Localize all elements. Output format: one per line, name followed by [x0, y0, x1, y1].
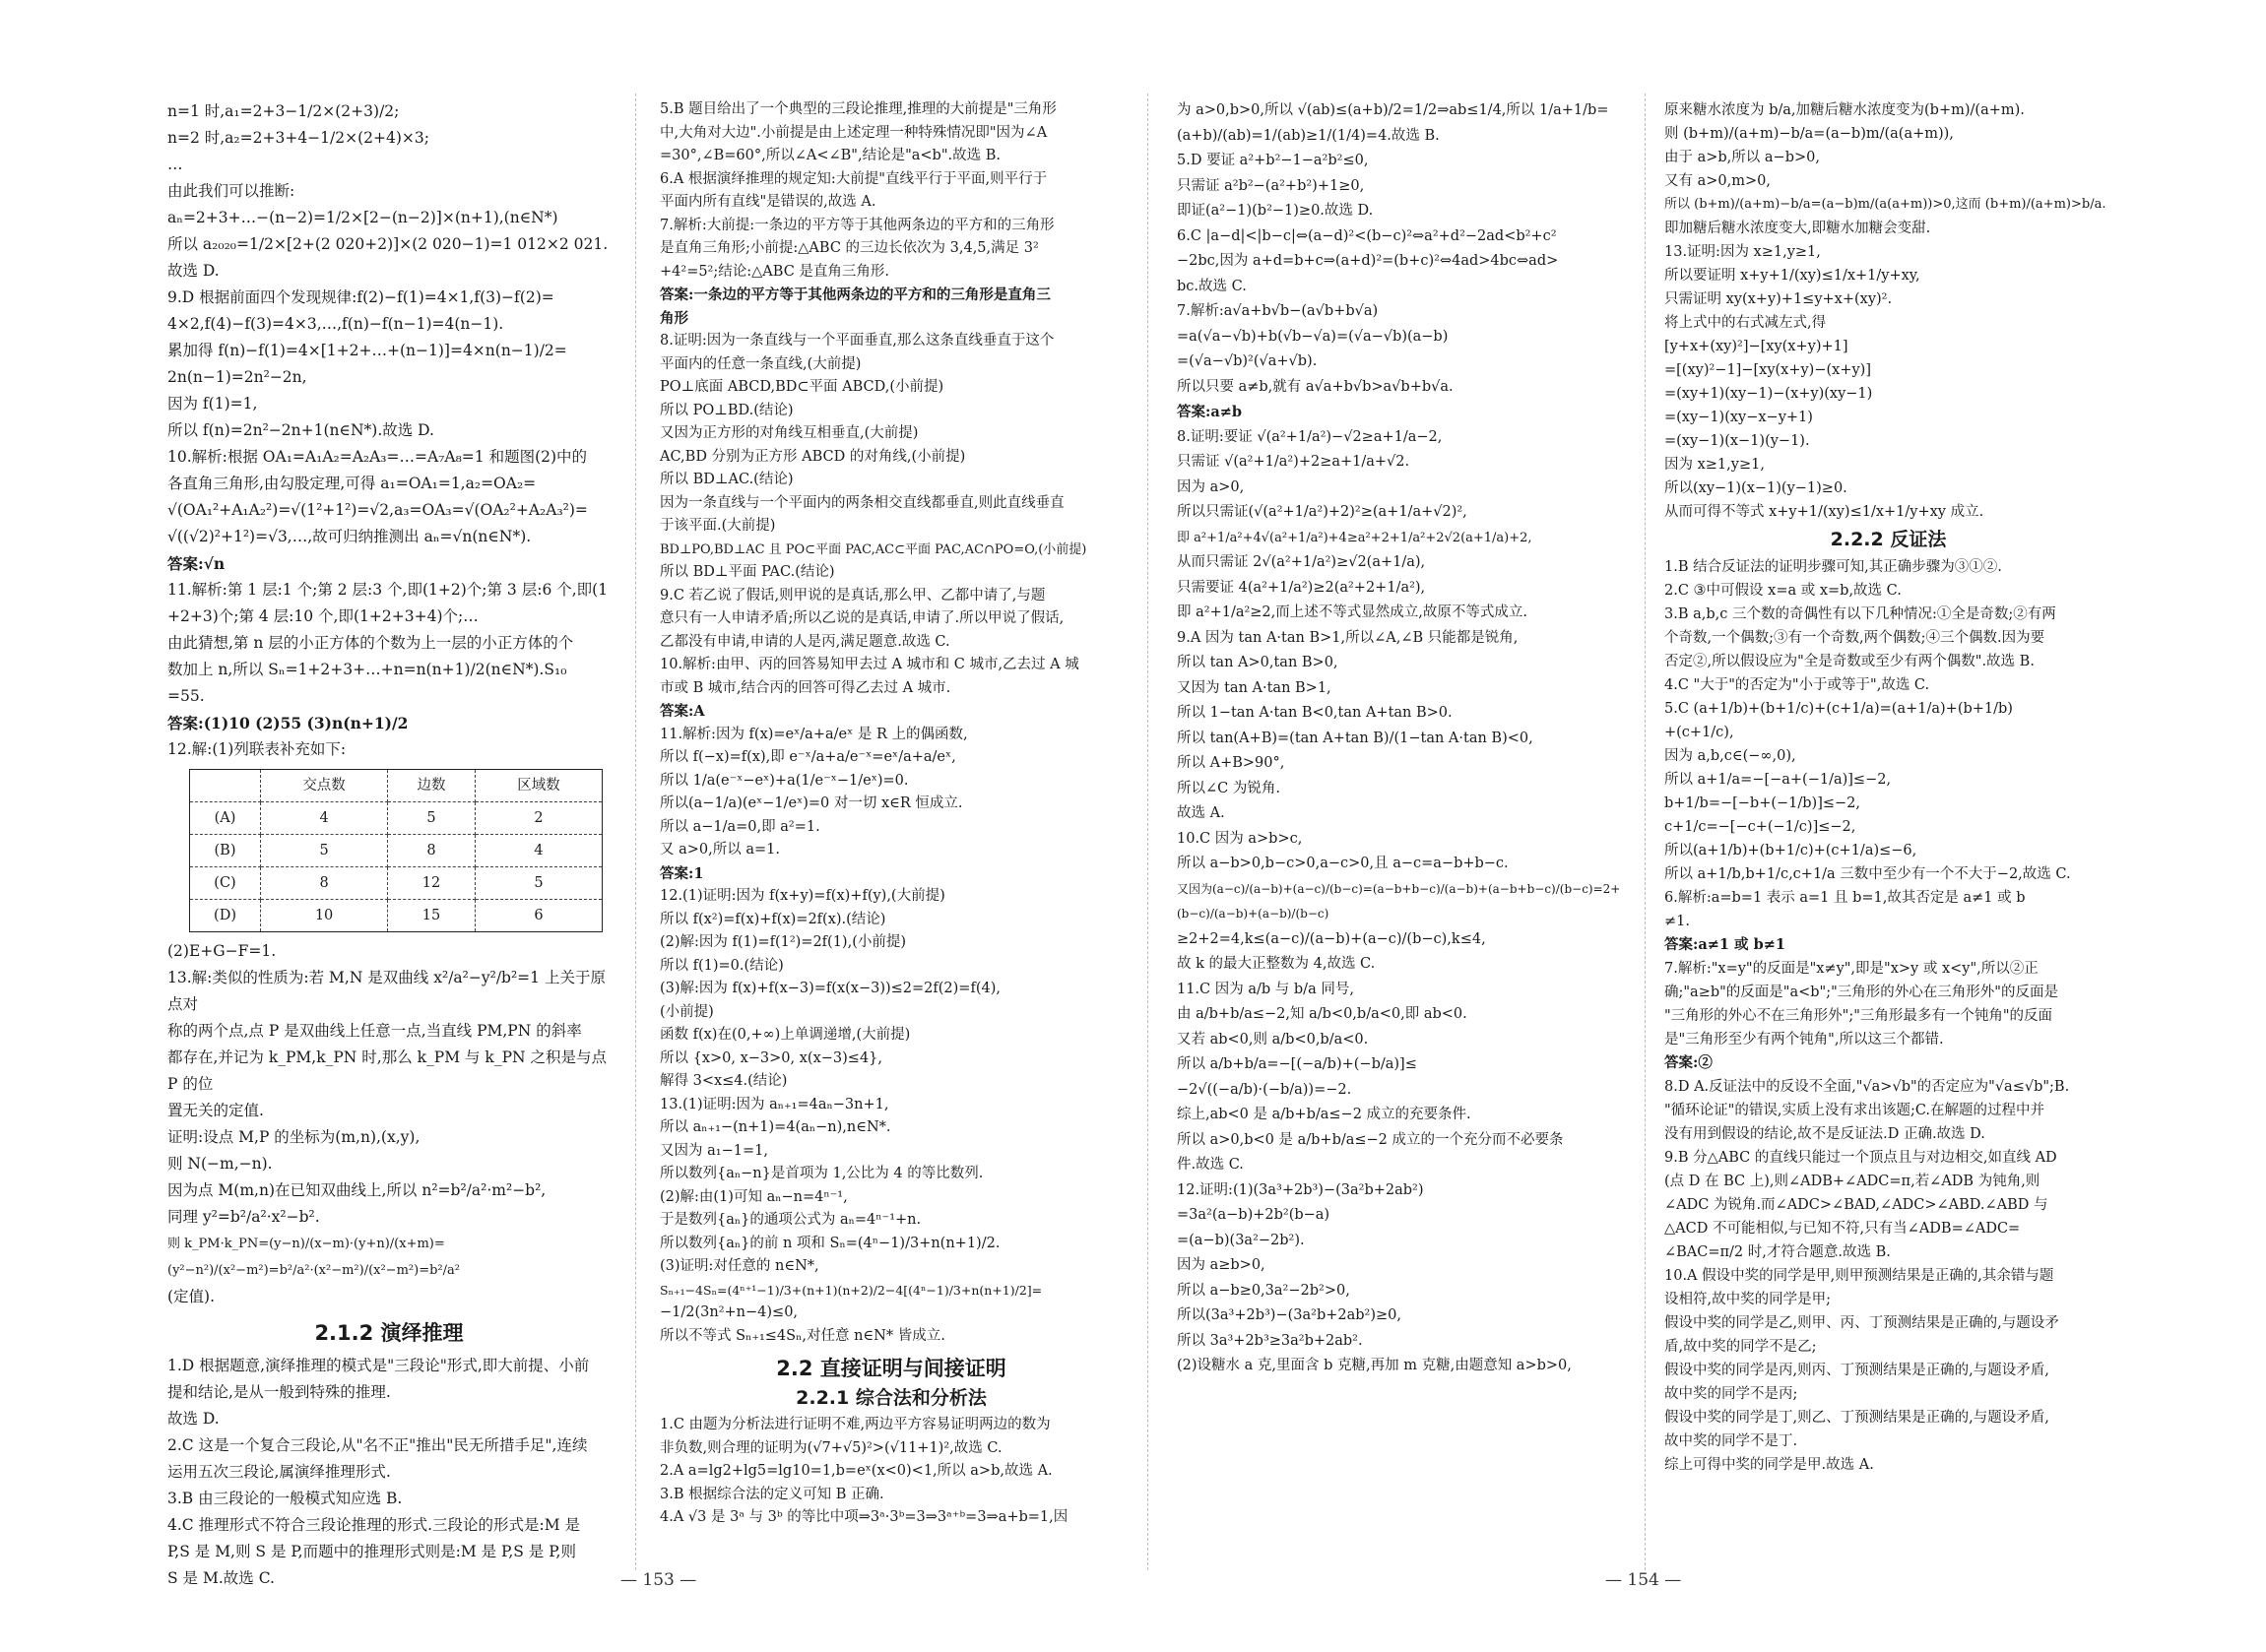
text-line: 6.A 根据演绎推理的规定知:大前提"直线平行于平面,则平行于	[660, 170, 1048, 187]
table-cell: 2	[475, 802, 602, 835]
text-line: 9.D 根据前面四个发现规律:f(2)−f(1)=4×1,f(3)−f(2)=	[167, 288, 554, 306]
text-line: 从而可得不等式 x+y+1/(xy)≤1/x+1/y+xy 成立.	[1664, 504, 1984, 520]
section-2-2-2-answers	[1664, 555, 2112, 1477]
text-line: 解得 3<x≤4.(结论)	[660, 1073, 788, 1089]
text-line: 又因为正方形的对角线互相垂直,(大前提)	[660, 425, 919, 441]
text-line: ∠BAC=π/2 时,才符合题意.故选 B.	[1664, 1244, 1891, 1260]
text-line: 1.B 结合反证法的证明步骤可知,其正确步骤为③①②.	[1664, 559, 2002, 575]
text-line: 10.A 假设中奖的同学是甲,则甲预测结果是正确的,其余错与题	[1664, 1268, 2054, 1284]
text-line: 10.解析:根据 OA₁=A₁A₂=A₂A₃=…=A₇A₈=1 和题图(2)中的	[167, 448, 588, 466]
text-line: 因为 f(1)=1,	[167, 395, 258, 413]
text-line: 同理 y²=b²/a²·x²−b².	[167, 1208, 320, 1226]
table-cell: 5	[475, 867, 602, 900]
text-line: 综上可得中奖的同学是甲.故选 A.	[1664, 1457, 1874, 1473]
section-2-1-2-answers	[167, 1353, 611, 1592]
text-line: (3)解:因为 f(x)+f(x−3)=f(x(x−3))≤2=2f(2)=f(4),	[660, 981, 1001, 996]
column-divider	[1645, 94, 1646, 1570]
text-line: =(xy−1)(xy−x−y+1)	[1664, 410, 1813, 425]
text-line: 所以 a+1/a=−[−a+(−1/a)]≤−2,	[1664, 772, 1892, 788]
table-cell: 4	[475, 835, 602, 867]
text-line: 所以 3a³+2b³≥3a²b+2ab².	[1177, 1332, 1363, 1349]
text-line: 数加上 n,所以 Sₙ=1+2+3+…+n=n(n+1)/2(n∈N*).S₁₀	[167, 661, 567, 678]
column-divider	[1147, 94, 1148, 1570]
text-line: 因为一条直线与一个平面内的两条相交直线都垂直,则此直线垂直	[660, 494, 1065, 511]
text-line: 则 (b+m)/(a+m)−b/a=(a−b)m/(a(a+m)),	[1664, 126, 1954, 142]
text-line: 4.C "大于"的否定为"小于或等于",故选 C.	[1664, 677, 1930, 693]
text-line: 8.证明:要证 √(a²+1/a²)−√2≥a+1/a−2,	[1177, 428, 1443, 445]
text-line: 只需证 √(a²+1/a²)+2≥a+1/a+√2.	[1177, 454, 1410, 470]
text-line: AC,BD 分别为正方形 ABCD 的对角线,(小前提)	[660, 448, 966, 465]
text-line: 故选 D.	[167, 1410, 220, 1428]
text-line: 12.证明:(1)(3a³+2b³)−(3a²b+2ab²)	[1177, 1181, 1424, 1198]
text-line: aₙ=2+3+…−(n−2)=1/2×[2−(n−2)]×(n+1),(n∈N*)	[167, 209, 558, 226]
table-cell: (D)	[190, 900, 261, 932]
column-4	[1664, 98, 2112, 1477]
text-line: 称的两个点,点 P 是双曲线上任意一点,当直线 PM,PN 的斜率	[167, 1022, 582, 1040]
text-line: 11.解析:第 1 层:1 个;第 2 层:3 个,即(1+2)个;第 3 层:6 个,即(1	[167, 581, 609, 599]
text-line: 4.A √3 是 3ᵃ 与 3ᵇ 的等比中项⇒3ᵃ·3ᵇ=3⇒3ᵃ⁺ᵇ=3⇒a+b=1,因	[660, 1509, 1068, 1525]
column-1	[167, 98, 611, 1592]
text-line: 所以 tan(A+B)=(tan A+tan B)/(1−tan A·tan B)<0,	[1177, 730, 1533, 746]
section-heading-2-2: 2.2 直接证明与间接证明	[776, 1357, 1006, 1380]
page-number-left: — 153 —	[620, 1570, 697, 1590]
text-line: 6.解析:a=b=1 表示 a=1 且 b=1,故其否定是 a≠1 或 b	[1664, 890, 2026, 906]
subsection-heading-2-2-2: 2.2.2 反证法	[1830, 529, 1947, 550]
text-line: 9.A 因为 tan A·tan B>1,所以∠A,∠B 只能都是锐角,	[1177, 629, 1519, 646]
answer-line: 答案:√n	[167, 554, 226, 573]
text-line: 于该平面.(大前提)	[660, 518, 776, 534]
text-line: 又因为 a₁−1=1,	[660, 1142, 768, 1159]
text-line: 由此我们可以推断:	[167, 182, 295, 200]
table-header: 区域数	[475, 770, 602, 802]
text-line: 都存在,并记为 k_PM,k_PN 时,那么 k_PM 与 k_PN 之积是与点 P 的位	[167, 1048, 607, 1093]
answer-10	[167, 444, 611, 577]
text-line: 即加糖后糖水浓度变大,即糖水加糖会变甜.	[1664, 221, 1931, 236]
answer-line: 答案:a≠b	[1177, 404, 1243, 420]
text-line: 中,大角对大边".小前提是由上述定理一种特殊情况即"因为∠A	[660, 124, 1048, 141]
text-line: √(OA₁²+A₁A₂²)=√(1²+1²)=√2,a₃=OA₃=√(OA₂²+A₂A₃²)=	[167, 501, 588, 519]
table-row	[190, 867, 603, 900]
text-line: 所以 a+1/b,b+1/c,c+1/a 三数中至少有一个不大于−2,故选 C.	[1664, 866, 2071, 882]
text-line: 12.解:(1)列联表补充如下:	[167, 740, 347, 758]
text-line: 综上,ab<0 是 a/b+b/a≤−2 成立的充要条件.	[1177, 1107, 1471, 1122]
text-line: 平面内的任意一条直线,(大前提)	[660, 355, 862, 372]
text-line: 故选 D.	[167, 262, 220, 280]
text-line: 所以 f(1)=0.(结论)	[660, 957, 784, 974]
text-line: 从而只需证 2√(a²+1/a²)≥√2(a+1/a),	[1177, 554, 1426, 570]
text-line: 乙都没有申请,申请的人是丙,满足题意.故选 C.	[660, 633, 950, 650]
text-line: (2)解:因为 f(1)=f(1²)=2f(1),(小前提)	[660, 934, 907, 950]
text-line: √((√2)²+1²)=√3,…,故可归纳推测出 aₙ=√n(n∈N*).	[167, 528, 532, 545]
text-line: 5.C (a+1/b)+(b+1/c)+(c+1/a)=(a+1/a)+(b+1/b)	[1664, 701, 2013, 717]
table-cell: 8	[261, 867, 388, 900]
text-line: =30°,∠B=60°,所以∠A<∠B",结论是"a<b".故选 B.	[660, 148, 1001, 163]
text-line: 所以只要 a≠b,就有 a√a+b√b>a√b+b√a.	[1177, 378, 1454, 395]
text-line: 所以∠C 为锐角.	[1177, 780, 1280, 796]
table-cell: (B)	[190, 835, 261, 867]
text-line: 由 a/b+b/a≤−2,知 a/b<0,b/a<0,即 ab<0.	[1177, 1006, 1467, 1022]
text-line: 个奇数,一个偶数;③有一个奇数,两个偶数;④三个偶数.因为要	[1664, 630, 2045, 646]
text-line: 3.B 由三段论的一般模式知应选 B.	[167, 1490, 403, 1507]
answer-line: 答案:A	[660, 703, 705, 720]
text-line: (小前提)	[660, 1003, 714, 1020]
text-line: 又因为(a−c)/(a−b)+(a−c)/(b−c)=(a−b+b−c)/(a−b)+(a−b+b−c)/(b−c)=2+(b−c)/(a−b)+(a−b)/(b−c)	[1177, 881, 1621, 921]
text-line: 故选 A.	[1177, 805, 1225, 821]
text-line: 所以只需证(√(a²+1/a²)+2)²≥(a+1/a+√2)²,	[1177, 504, 1467, 520]
text-line: ≥2+2=4,k≤(a−c)/(a−b)+(a−c)/(b−c),k≤4,	[1177, 930, 1486, 947]
text-line: 1.D 根据题意,演绎推理的模式是"三段论"形式,即大前提、小前	[167, 1357, 590, 1374]
text-line: n=1 时,a₁=2+3−1/2×(2+3)/2;	[167, 102, 400, 120]
table-cell: 8	[388, 835, 476, 867]
text-line: 所以 f(−x)=f(x),即 e⁻ˣ/a+a/e⁻ˣ=eˣ/a+a/eˣ,	[660, 749, 956, 765]
text-line: 所以要证明 x+y+1/(xy)≤1/x+1/y+xy,	[1664, 268, 1920, 284]
text-line: 11.解析:因为 f(x)=eˣ/a+a/eˣ 是 R 上的偶函数,	[660, 726, 968, 742]
text-line: n=2 时,a₂=2+3+4−1/2×(2+4)×3;	[167, 129, 429, 147]
answer-line: 答案:②	[1664, 1054, 1713, 1071]
text-line: 确;"a≥b"的反面是"a<b";"三角形的外心在三角形外"的反面是	[1664, 985, 2058, 1000]
text-line: 件.故选 C.	[1177, 1157, 1244, 1173]
text-line: 12.(1)证明:因为 f(x+y)=f(x)+f(y),(大前提)	[660, 888, 945, 904]
text-line: 累加得 f(n)−f(1)=4×[1+2+…+(n−1)]=4×n(n−1)/2=	[167, 342, 567, 359]
text-line: (点 D 在 BC 上),则∠ADB+∠ADC=π,若∠ADB 为钝角,则	[1664, 1174, 2040, 1189]
text-line: ≠1.	[1664, 914, 1690, 929]
table-cell: 6	[475, 900, 602, 932]
text-line: 因为 a≥b>0,	[1177, 1257, 1265, 1273]
text-line: +2+3)个;第 4 层:10 个,即(1+2+3+4)个;…	[167, 607, 479, 625]
text-line: 7.解析:大前提:一条边的平方等于其他两条边的平方和的三角形	[660, 217, 1055, 233]
table-header: 边数	[388, 770, 476, 802]
text-line: Sₙ₊₁−4Sₙ=(4ⁿ⁺¹−1)/3+(n+1)(n+2)/2−4[(4ⁿ−1)/3+n(n+1)/2]=	[660, 1282, 1043, 1298]
text-line: 将上式中的右式减左式,得	[1664, 315, 1827, 331]
text-line: 因为点 M(m,n)在已知双曲线上,所以 n²=b²/a²·m²−b²,	[167, 1181, 547, 1199]
table-cell: (C)	[190, 867, 261, 900]
text-line: 故中奖的同学不是丙;	[1664, 1386, 1798, 1402]
text-line: 11.C 因为 a/b 与 b/a 同号,	[1177, 981, 1354, 997]
section-2-2-1-answers	[660, 1414, 1123, 1530]
table-cell: 12	[388, 867, 476, 900]
text-line: 盾,故中奖的同学不是乙;	[1664, 1339, 1817, 1355]
table-header-row	[190, 770, 603, 802]
text-line: PO⊥底面 ABCD,BD⊂平面 ABCD,(小前提)	[660, 379, 944, 395]
text-line: 所以 A+B>90°,	[1177, 755, 1285, 771]
text-line: 9.B 分△ABC 的直线只能过一个顶点且与对边相交,如直线 AD	[1664, 1150, 2057, 1166]
text-line: 故 k 的最大正整数为 4,故选 C.	[1177, 956, 1376, 972]
text-line: P,S 是 M,则 S 是 P,而题中的推理形式则是:M 是 P,S 是 P,则	[167, 1543, 576, 1560]
text-line: ∠ADC 为锐角.而∠ADC>∠BAD,∠ADC>∠ABD.∠ABD 与	[1664, 1197, 2048, 1213]
text-line: 所以数列{aₙ}的前 n 项和 Sₙ=(4ⁿ−1)/3+n(n+1)/2.	[660, 1235, 1001, 1251]
table-cell: 15	[388, 900, 476, 932]
text-line: 6.C |a−d|<|b−c|⇔(a−d)²<(b−c)²⇔a²+d²−2ad<b²+c²	[1177, 227, 1557, 244]
text-line: 否定②,所以假设应为"全是奇数或至少有两个偶数".故选 B.	[1664, 654, 2035, 669]
text-line: −1/2(3n²+n−4)≤0,	[660, 1304, 799, 1320]
text-line: S 是 M.故选 C.	[167, 1569, 275, 1587]
text-line: 2.C 这是一个复合三段论,从"名不正"推出"民无所措手足",连续	[167, 1436, 588, 1454]
text-line: 证明:设点 M,P 的坐标为(m,n),(x,y),	[167, 1128, 421, 1146]
text-line: 由此猜想,第 n 层的小正方体的个数为上一层的小正方体的个	[167, 634, 574, 652]
text-line: 13.(1)证明:因为 aₙ₊₁=4aₙ−3n+1,	[660, 1096, 889, 1112]
text-line: (a+b)/(ab)=1/(ab)≥1/(1/4)=4.故选 B.	[1177, 127, 1440, 144]
text-line: 又因为 tan A·tan B>1,	[1177, 679, 1331, 696]
answer-11	[167, 577, 611, 736]
answer-line: 答案:1	[660, 864, 704, 882]
text-line: 2n(n−1)=2n²−2n,	[167, 368, 307, 386]
text-line: 因为 a>0,	[1177, 478, 1245, 495]
text-line: =[(xy)²−1]−[xy(x+y)−(x+y)]	[1664, 362, 1871, 378]
text-line: 所以(a−1/a)(eˣ−1/eˣ)=0 对一切 x∈R 恒成立.	[660, 795, 963, 811]
text-line: (定值).	[167, 1288, 216, 1305]
text-line: 所以 PO⊥BD.(结论)	[660, 402, 794, 418]
text-line: 所以 tan A>0,tan B>0,	[1177, 655, 1338, 670]
text-line: 所以 a−b≥0,3a²−2b²>0,	[1177, 1282, 1350, 1299]
text-line: 13.解:类似的性质为:若 M,N 是双曲线 x²/a²−y²/b²=1 上关于原点对	[167, 969, 606, 1013]
text-line: 置无关的定值.	[167, 1102, 264, 1119]
text-line: 函数 f(x)在(0,+∞)上单调递增,(大前提)	[660, 1027, 911, 1043]
text-line: c+1/c=−[−c+(−1/c)]≤−2,	[1664, 819, 1856, 835]
page-number-right: — 154 —	[1605, 1570, 1682, 1590]
text-line: 提和结论,是从一般到特殊的推理.	[167, 1383, 391, 1401]
text-line: 10.解析:由甲、丙的回答易知甲去过 A 城市和 C 城市,乙去过 A 城	[660, 657, 1079, 672]
text-line: 因为 a,b,c∈(−∞,0),	[1664, 748, 1796, 764]
text-line: "循环论证"的错误,实质上没有求出该题;C.在解题的过程中并	[1664, 1103, 2045, 1118]
table-row	[190, 900, 603, 932]
text-line: 5.D 要证 a²+b²−1−a²b²≤0,	[1177, 153, 1369, 168]
text-line: −2bc,因为 a+d=b+c⇒(a+d)²=(b+c)²⇔4ad>4bc⇔ad>	[1177, 253, 1559, 269]
text-line: 所以数列{aₙ−n}是首项为 1,公比为 4 的等比数列.	[660, 1166, 984, 1181]
text-line: 13.证明:因为 x≥1,y≥1,	[1664, 244, 1821, 260]
text-line: 9.C 若乙说了假话,则甲说的是真话,那么甲、乙都中请了,与题	[660, 587, 1046, 604]
table-row	[190, 802, 603, 835]
text-line: 所以 1−tan A·tan B<0,tan A+tan B>0.	[1177, 705, 1453, 721]
table-cell: 5	[388, 802, 476, 835]
text-line: 所以 a₂₀₂₀=1/2×[2+(2 020+2)]×(2 020−1)=1 012×2 021.	[167, 235, 609, 253]
text-line: "三角形的外心不在三角形外";"三角形最多有一个钝角"的反面	[1664, 1008, 2053, 1024]
answer-12	[167, 736, 611, 965]
text-line: 则 k_PM·k_PN=(y−n)/(x−m)·(y+n)/(x+m)=(y²−n²)/(x²−m²)=b²/a²·(x²−m²)/(x²−m²)=b²/a²	[167, 1237, 460, 1278]
text-line: 于是数列{aₙ}的通项公式为 aₙ=4ⁿ⁻¹+n.	[660, 1212, 922, 1228]
column-divider	[635, 94, 636, 1570]
subsection-heading-2-2-1: 2.2.1 综合法和分析法	[796, 1386, 987, 1409]
text-line: (2)设糖水 a 克,里面含 b 克糖,再加 m 克糖,由题意知 a>b>0,	[1177, 1358, 1572, 1373]
text-line: b+1/b=−[−b+(−1/b)]≤−2,	[1664, 795, 1861, 811]
text-line: 因为 x≥1,y≥1,	[1664, 457, 1765, 473]
text-line: 所以 a/b+b/a=−[(−a/b)+(−b/a)]≤	[1177, 1056, 1417, 1072]
text-line: 假设中奖的同学是丙,则丙、丁预测结果是正确的,与题设矛盾,	[1664, 1363, 2049, 1378]
text-line: =a(√a−√b)+b(√b−√a)=(√a−√b)(a−b)	[1177, 328, 1449, 345]
answer-line: 角形	[660, 309, 688, 327]
text-line: (2)解:由(1)可知 aₙ−n=4ⁿ⁻¹,	[660, 1188, 848, 1205]
table-cell: 4	[261, 802, 388, 835]
text-line: 即 a²+1/a²≥2,而上述不等式显然成立,故原不等式成立.	[1177, 604, 1527, 620]
text-line: 运用五次三段论,属演绎推理形式.	[167, 1463, 391, 1481]
col4-intro	[1664, 98, 2112, 524]
text-line: =55.	[167, 687, 205, 705]
col2-answers	[660, 98, 1123, 1348]
table-header: 交点数	[261, 770, 388, 802]
text-line: 只需证 a²b²−(a²+b²)+1≥0,	[1177, 177, 1365, 194]
text-line: 所以(a+1/b)+(b+1/c)+(c+1/a)≤−6,	[1664, 843, 1917, 858]
text-line: 所以 a>0,b<0 是 a/b+b/a≤−2 成立的一个充分而不必要条	[1177, 1131, 1564, 1148]
text-line: 所以(xy−1)(x−1)(y−1)≥0.	[1664, 480, 1847, 496]
table-cell: (A)	[190, 802, 261, 835]
text-line: 2.C ③中可假设 x=a 或 x=b,故选 C.	[1664, 583, 1902, 599]
text-line: 10.C 因为 a>b>c,	[1177, 830, 1303, 847]
answer-line: 答案:一条边的平方等于其他两条边的平方和的三角形是直角三	[660, 286, 1051, 303]
text-line: 所以 f(x²)=f(x)+f(x)=2f(x).(结论)	[660, 911, 886, 927]
table-cell: 5	[261, 835, 388, 867]
text-line: 故中奖的同学不是丁.	[1664, 1433, 1798, 1449]
column-2	[660, 98, 1123, 1530]
table-row	[190, 835, 603, 867]
text-line: 即证(a²−1)(b²−1)≥0.故选 D.	[1177, 203, 1374, 219]
text-line: 所以 f(n)=2n²−2n+1(n∈N*).故选 D.	[167, 421, 434, 439]
section-heading-2-1-2: 2.1.2 演绎推理	[314, 1321, 464, 1345]
text-line: 没有用到假设的结论,故不是反证法.D 正确.故选 D.	[1664, 1126, 1985, 1142]
text-line: 平面内所有直线"是错误的,故选 A.	[660, 194, 876, 210]
text-line: 3.B a,b,c 三个数的奇偶性有以下几种情况:①全是奇数;②有两	[1664, 606, 2056, 622]
text-line: 假设中奖的同学是丁,则乙、丁预测结果是正确的,与题设矛盾,	[1664, 1410, 2049, 1426]
text-line: 1.C 由题为分析法进行证明不难,两边平方容易证明两边的数为	[660, 1417, 1051, 1432]
text-line: 意只有一人申请矛盾;所以乙说的是真话,申请了.所以甲说了假话,	[660, 610, 1065, 626]
text-line: [y+x+(xy)²]−[xy(x+y)+1]	[1664, 339, 1848, 354]
text-line: 所以 BD⊥平面 PAC.(结论)	[660, 564, 835, 580]
text-line: 由于 a>b,所以 a−b>0,	[1664, 150, 1820, 165]
text-line: 所以(3a³+2b³)−(3a²b+2ab²)≥0,	[1177, 1307, 1401, 1323]
table-header	[190, 770, 261, 802]
text-line: 所以不等式 Sₙ₊₁≤4Sₙ,对任意 n∈N* 皆成立.	[660, 1327, 945, 1344]
text-line: △ACD 不可能相似,与已知不符,只有当∠ADB=∠ADC=	[1664, 1221, 2021, 1237]
text-line: (3)证明:对任意的 n∈N*,	[660, 1258, 819, 1274]
text-line: 所以 BD⊥AC.(结论)	[660, 472, 794, 487]
text-line: 3.B 根据综合法的定义可知 B 正确.	[660, 1486, 884, 1502]
text-line: 是直角三角形;小前提:△ABC 的三边长依次为 3,4,5,满足 3²	[660, 240, 1039, 256]
text-line: 设相符,故中奖的同学是甲;	[1664, 1292, 1831, 1307]
text-line: 所以 a−1/a=0,即 a²=1.	[660, 818, 820, 835]
text-line: 8.证明:因为一条直线与一个平面垂直,那么这条直线垂直于这个	[660, 333, 1055, 349]
text-line: 又若 ab<0,则 a/b<0,b/a<0.	[1177, 1031, 1369, 1048]
text-line: 假设中奖的同学是乙,则甲、丙、丁预测结果是正确的,与题设矛	[1664, 1315, 2059, 1331]
column-3	[1177, 98, 1625, 1379]
text-line: 5.B 题目给出了一个典型的三段论推理,推理的大前提是"三角形	[660, 101, 1057, 117]
text-line: −2√((−a/b)·(−b/a))=−2.	[1177, 1081, 1352, 1098]
text-line: 4.C 推理形式不符合三段论推理的形式.三段论的形式是:M 是	[167, 1516, 581, 1534]
table-cell: 10	[261, 900, 388, 932]
text-line: =(√a−√b)²(√a+√b).	[1177, 353, 1318, 369]
text-line: 只需证明 xy(x+y)+1≤y+x+(xy)².	[1664, 291, 1893, 307]
text-line: 非负数,则合理的证明为(√7+√5)²>(√11+1)²,故选 C.	[660, 1439, 1003, 1456]
text-line: 原来糖水浓度为 b/a,加糖后糖水浓度变为(b+m)/(a+m).	[1664, 102, 2025, 118]
text-line: 即 a²+1/a²+4√(a²+1/a²)+4≥a²+2+1/a²+2√2(a+1/a)+2,	[1177, 530, 1532, 545]
text-line: 是"三角形至少有两个钝角",所以这三个都错.	[1664, 1032, 1944, 1048]
text-line: 又有 a>0,m>0,	[1664, 173, 1771, 189]
text-line: 7.解析:"x=y"的反面是"x≠y",即是"x>y 或 x<y",所以②正	[1664, 961, 2039, 977]
text-line: +4²=5²;结论:△ABC 是直角三角形.	[660, 263, 890, 280]
region-count-table	[189, 769, 603, 932]
text-line: 8.D A.反证法中的反设不全面,"√a>√b"的否定应为"√a≤√b";B.	[1664, 1079, 2070, 1095]
text-line: =(a−b)(3a²−2b²).	[1177, 1232, 1305, 1248]
text-line: =3a²(a−b)+2b²(b−a)	[1177, 1207, 1330, 1223]
answer-line: 答案:(1)10 (2)55 (3)n(n+1)/2	[167, 714, 409, 732]
text-line: 7.解析:a√a+b√b−(a√b+b√a)	[1177, 303, 1379, 319]
col1-intro	[167, 98, 611, 285]
text-line: 所以 1/a(e⁻ˣ−eˣ)+a(1/e⁻ˣ−1/eˣ)=0.	[660, 772, 909, 789]
text-line: 所以 {x>0, x−3>0, x(x−3)≤4},	[660, 1049, 883, 1066]
text-line: 又 a>0,所以 a=1.	[660, 842, 780, 858]
text-line: 所以 (b+m)/(a+m)−b/a=(a−b)m/(a(a+m))>0,这而 (b+m)/(a+m)>b/a.	[1664, 197, 2106, 212]
text-line: 4×2,f(4)−f(3)=4×3,…,f(n)−f(n−1)=4(n−1).	[167, 315, 504, 333]
text-line: 2.A a=lg2+lg5=lg10=1,b=eˣ(x<0)<1,所以 a>b,故选 A.	[660, 1463, 1053, 1479]
answer-9	[167, 285, 611, 444]
text-line: 所以 a−b>0,b−c>0,a−c>0,且 a−c=a−b+b−c.	[1177, 856, 1509, 871]
text-line: 市或 B 城市,结合丙的回答可得乙去过 A 城市.	[660, 679, 951, 696]
answer-13	[167, 965, 611, 1310]
text-line: +(c+1/c),	[1664, 725, 1734, 740]
text-line: 只需要证 4(a²+1/a²)≥2(a²+2+1/a²),	[1177, 579, 1426, 596]
text-line: =(xy−1)(x−1)(y−1).	[1664, 433, 1810, 449]
text-line: =(xy+1)(xy−1)−(x+y)(xy−1)	[1664, 386, 1873, 402]
answer-line: 答案:a≠1 或 b≠1	[1664, 936, 1785, 953]
text-line: 各直角三角形,由勾股定理,可得 a₁=OA₁=1,a₂=OA₂=	[167, 475, 537, 492]
text-line: …	[167, 156, 183, 173]
text-line: bc.故选 C.	[1177, 278, 1247, 294]
text-line: 所以 aₙ₊₁−(n+1)=4(aₙ−n),n∈N*.	[660, 1119, 891, 1135]
text-line: (2)E+G−F=1.	[167, 942, 277, 960]
text-line: BD⊥PO,BD⊥AC 且 PO⊂平面 PAC,AC⊂平面 PAC,AC∩PO=O,(小前提)	[660, 541, 1087, 557]
text-line: 则 N(−m,−n).	[167, 1155, 273, 1173]
text-line: 为 a>0,b>0,所以 √(ab)≤(a+b)/2=1/2⇒ab≤1/4,所以 1/a+1/b=	[1177, 102, 1609, 118]
